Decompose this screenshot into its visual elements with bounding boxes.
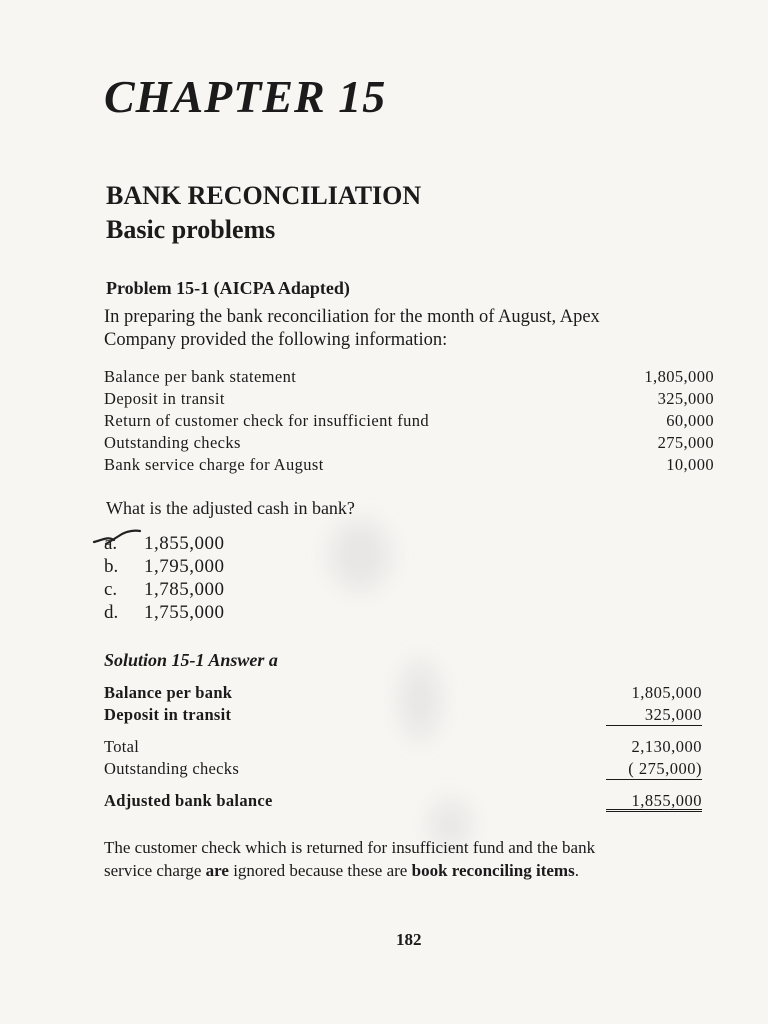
- solution-row: [104, 704, 702, 726]
- solution-row: [104, 790, 702, 812]
- answer-choices: [104, 532, 225, 624]
- note-emphasis: are: [205, 861, 229, 880]
- given-information-list: [104, 366, 714, 476]
- note-text: .: [574, 861, 579, 880]
- choice-value: 1,855,000: [144, 533, 225, 554]
- choice-value: 1,785,000: [144, 579, 225, 600]
- solution-amount: 2,130,000: [631, 737, 702, 756]
- note-emphasis: book reconciling items: [411, 861, 575, 880]
- note-line: The customer check which is returned for insufficient fund and the bank: [104, 838, 596, 857]
- solution-label: Total: [104, 737, 140, 756]
- solution-label: Balance per bank: [104, 683, 233, 702]
- section-title: BANK RECONCILIATION: [106, 181, 422, 210]
- solution-heading: Solution 15-1 Answer a: [104, 650, 278, 670]
- section-subtitle: Basic problems: [106, 215, 276, 244]
- info-row: [104, 410, 714, 432]
- choice-letter: a.: [104, 533, 118, 554]
- info-row: [104, 366, 714, 388]
- choice-letter: d.: [104, 602, 119, 623]
- handwritten-check-mark-icon: [92, 528, 146, 550]
- info-amount: 325,000: [657, 389, 714, 408]
- info-amount: 60,000: [666, 411, 714, 430]
- solution-label: Deposit in transit: [104, 705, 232, 724]
- info-amount: 275,000: [657, 433, 714, 452]
- page-number: 182: [396, 930, 422, 949]
- info-amount: 10,000: [666, 455, 714, 474]
- solution-amount: 1,855,000: [606, 790, 702, 812]
- solution-label: Adjusted bank balance: [104, 791, 273, 810]
- info-label: Balance per bank statement: [104, 367, 297, 386]
- note-text: service charge: [104, 861, 206, 880]
- info-label: Bank service charge for August: [104, 455, 324, 474]
- choice-c: [104, 578, 225, 601]
- problem-intro-line: Company provided the following information:: [104, 330, 448, 350]
- problem-heading: Problem 15-1 (AICPA Adapted): [106, 278, 350, 298]
- info-label: Outstanding checks: [104, 433, 241, 452]
- question-text: What is the adjusted cash in bank?: [106, 498, 355, 518]
- solution-row: [104, 736, 702, 758]
- choice-letter: b.: [104, 556, 119, 577]
- solution-amount: 1,805,000: [631, 683, 702, 702]
- solution-amount: 325,000: [606, 704, 702, 726]
- info-row: [104, 432, 714, 454]
- info-amount: 1,805,000: [644, 367, 714, 386]
- solution-row: [104, 758, 702, 780]
- info-label: Deposit in transit: [104, 389, 225, 408]
- choice-b: [104, 555, 225, 578]
- solution-amount: ( 275,000): [606, 758, 702, 780]
- solution-row: [104, 682, 702, 704]
- chapter-title: CHAPTER 15: [104, 71, 387, 122]
- choice-value: 1,795,000: [144, 556, 225, 577]
- problem-intro-line: In preparing the bank reconciliation for the month of August, Apex: [104, 307, 600, 327]
- info-row: [104, 388, 714, 410]
- problem-intro: [104, 306, 714, 352]
- note-line: [104, 859, 716, 882]
- info-label: Return of customer check for insufficient fund: [104, 411, 430, 430]
- solution-note: [104, 836, 716, 882]
- choice-a: [104, 532, 225, 555]
- solution-label: Outstanding checks: [104, 759, 240, 778]
- note-text: ignored because these are: [228, 861, 412, 880]
- choice-letter: c.: [104, 579, 118, 600]
- info-row: [104, 454, 714, 476]
- choice-value: 1,755,000: [144, 602, 225, 623]
- choice-d: [104, 601, 225, 624]
- solution-table: [104, 682, 702, 812]
